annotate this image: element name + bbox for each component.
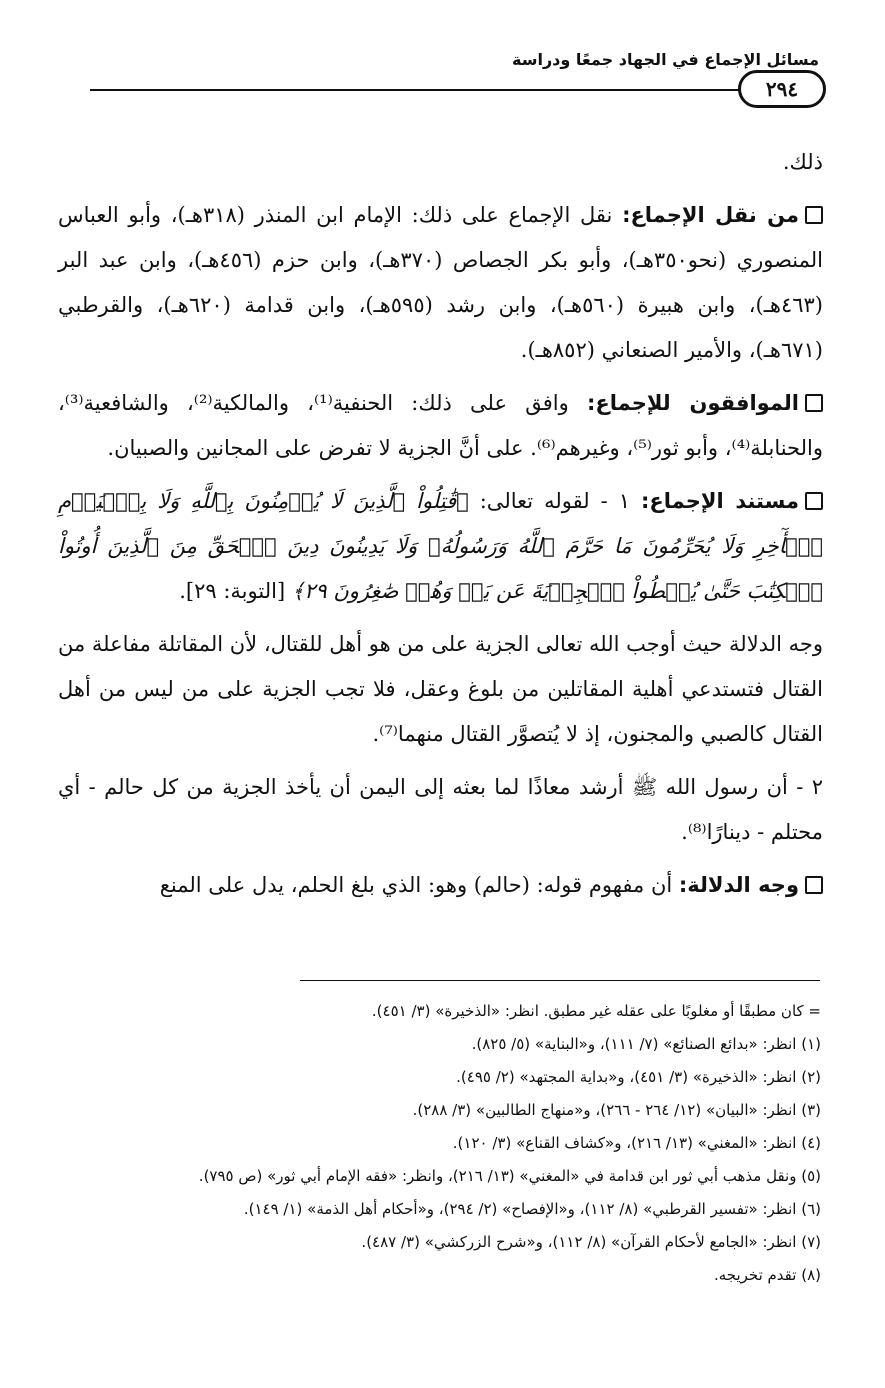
footnote: (٦) انظر: «تفسير القرطبي» (٨/ ١١٢)، و«الإفصاح» (٢/ ٢٩٤)، و«أحكام أهل الذمة» (١/ ١٤٩). bbox=[243, 1200, 821, 1218]
footnote: = كان مطبقًا أو مغلوبًا على عقله غير مطبق. انظر: «الذخيرة» (٣/ ٤٥١). bbox=[371, 1002, 821, 1020]
footnote: (١) انظر: «بدائع الصنائع» (٧/ ١١١)، و«البناية» (٥/ ٨٢٥). bbox=[471, 1035, 821, 1053]
section-intro: ١ - لقوله تعالى: bbox=[468, 489, 642, 513]
footnote: (٥) ونقل مذهب أبي ثور ابن قدامة في «المغني» (١٣/ ٢١٦)، وانظر: «فقه الإمام أبي ثور» (ص ٧٩٥). bbox=[198, 1167, 821, 1185]
footnote: (٣) انظر: «البيان» (١٢/ ٢٦٤ - ٢٦٦)، و«منهاج الطالبين» (٣/ ٢٨٨). bbox=[412, 1101, 821, 1119]
page-number: ٢٩٤ bbox=[765, 77, 799, 101]
opening-text: ذلك. bbox=[782, 150, 823, 174]
square-bullet-icon bbox=[805, 394, 823, 412]
page-number-badge bbox=[738, 70, 826, 108]
footnote: (٤) انظر: «المغني» (١٣/ ٢١٦)، و«كشاف القناع» (٣/ ١٢٠). bbox=[452, 1134, 821, 1152]
footnotes bbox=[56, 995, 821, 1292]
section-text: أن مفهوم قوله: (حالم) وهو: الذي بلغ الحلم، يدل على المنع bbox=[159, 873, 679, 897]
square-bullet-icon bbox=[805, 206, 823, 224]
section-narrators bbox=[58, 193, 823, 373]
section-text: وافق على ذلك: الحنفية⁽¹⁾، والمالكية⁽²⁾، والشافعية⁽³⁾، والحنابلة⁽⁴⁾، وأبو ثور⁽⁵⁾، وغيرهم⁽⁶⁾. على أنَّ الجزية لا تفرض على المجانين والصبيان. bbox=[58, 391, 823, 460]
section-agreeing bbox=[58, 381, 823, 471]
square-bullet-icon bbox=[805, 876, 823, 894]
section-heading: وجه الدلالة: bbox=[678, 873, 799, 897]
square-bullet-icon bbox=[805, 492, 823, 510]
paragraph-hadith: ٢ - أن رسول الله ﷺ أرشد معاذًا لما بعثه إلى اليمن أن يأخذ الجزية من كل حالم - أي محتلم - دينارًا⁽⁸⁾. bbox=[58, 775, 823, 844]
footnote-rule bbox=[300, 980, 820, 981]
paragraph-dalala: وجه الدلالة حيث أوجب الله تعالى الجزية على من هو أهل للقتال، لأن المقاتلة مفاعلة من القتال فتستدعي أهلية المقاتلين من بلوغ وعقل، فلا تجب الجزية على من ليس من أهل القتال كالصبي والمجنون، إذ لا يُتصوَّر القتال منهما⁽⁷⁾. bbox=[58, 632, 823, 746]
footnote: (٨) تقدم تخريجه. bbox=[713, 1266, 821, 1284]
verse-citation: [التوبة: ٢٩]. bbox=[179, 579, 292, 603]
header-rule bbox=[90, 89, 745, 91]
footnote: (٧) انظر: «الجامع لأحكام القرآن» (٨/ ١١٢)، و«شرح الزركشي» (٣/ ٤٨٧). bbox=[361, 1233, 821, 1251]
section-text: نقل الإجماع على ذلك: الإمام ابن المنذر (٣١٨هـ)، وأبو العباس المنصوري (نحو٣٥٠هـ)، وأبو بكر الجصاص (٣٧٠هـ)، وابن حزم (٤٥٦هـ)، وابن عبد البر (٤٦٣هـ)، وابن هبيرة (٥٦٠هـ)، وابن رشد (٥٩٥هـ)، وابن قدامة (٦٢٠هـ)، والقرطبي (٦٧١هـ)، والأمير الصنعاني (٨٥٢هـ). bbox=[58, 203, 824, 362]
running-title: مسائل الإجماع في الجهاد جمعًا ودراسة bbox=[512, 50, 819, 69]
section-basis bbox=[58, 479, 823, 614]
section-heading: مستند الإجماع: bbox=[641, 489, 799, 513]
section-heading: من نقل الإجماع: bbox=[622, 203, 799, 227]
footnote: (٢) انظر: «الذخيرة» (٣/ ٤٥١)، و«بداية المجتهد» (٢/ ٤٩٥). bbox=[456, 1068, 821, 1086]
quran-verse: ﴿قَٰتِلُواْ ٱلَّذِينَ لَا يُؤۡمِنُونَ بِٱللَّهِ وَلَا بِٱلۡيَوۡمِ ٱلۡأٓخِرِ وَلَا يُحَرِّمُونَ مَا حَرَّمَ ٱللَّهُ وَرَسُولُهُۥ وَلَا يَدِينُونَ دِينَ ٱلۡحَقِّ مِنَ ٱلَّذِينَ أُوتُواْ ٱلۡكِتَٰبَ حَتَّىٰ يُعۡطُواْ ٱلۡجِزۡيَةَ عَن يَدٖ وَهُمۡ صَٰغِرُونَ ٢٩﴾ bbox=[58, 489, 823, 603]
section-dalala bbox=[58, 863, 823, 908]
main-text bbox=[58, 140, 823, 916]
section-heading: الموافقون للإجماع: bbox=[586, 391, 799, 415]
